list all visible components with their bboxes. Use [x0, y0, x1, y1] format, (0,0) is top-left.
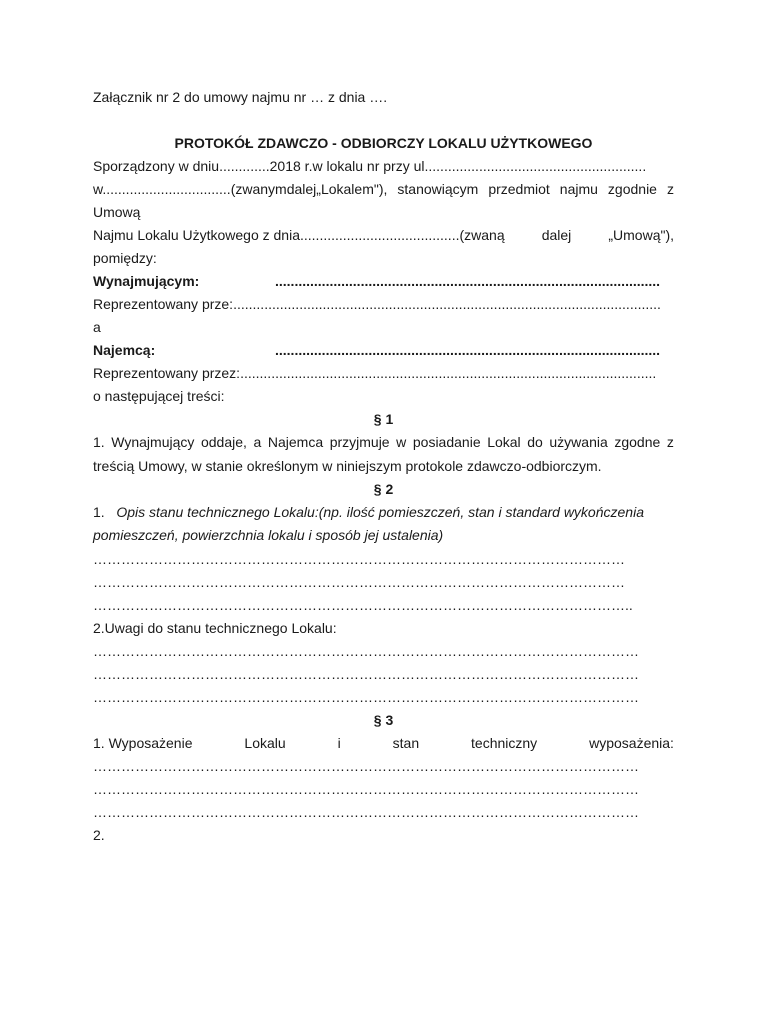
section-1-line-1	[93, 433, 674, 451]
dotted-line: ……………………………………………………………………………………………………	[93, 551, 625, 567]
word: przyjmuje	[329, 434, 390, 450]
word: wyposażenia:	[589, 735, 674, 751]
dotted-line: ………………………………………………………………………………………………………	[93, 804, 639, 820]
word: Najmu Lokalu Użytkowego z dnia.........................................(zwaną	[93, 227, 505, 243]
document-title: PROTOKÓŁ ZDAWCZO - ODBIORCZY LOKALU UŻYTKOWEGO	[174, 135, 593, 151]
section-2-item-1	[93, 503, 674, 521]
section-2-item-1-cont: pomieszczeń, powierzchnia lokalu i sposób jej ustalenia)	[93, 527, 444, 543]
intro-line-5: pomiędzy:	[93, 250, 157, 266]
tenant-representative: Reprezentowany przez:...........................................................................................................	[93, 365, 657, 381]
word: 1. Wyposażenie	[93, 735, 193, 751]
landlord-row	[93, 272, 674, 290]
dotted-line: ………………………………………………………………………………………………………	[93, 666, 639, 682]
intro-line-2	[93, 180, 674, 198]
landlord-label: Wynajmującym:	[93, 273, 200, 289]
word: w	[396, 434, 407, 450]
word: najmu	[559, 181, 598, 197]
word: stanowiącym	[397, 181, 479, 197]
landlord-representative: Reprezentowany prze:..............................................................................................................	[93, 296, 661, 312]
intro-line-1: Sporządzony w dniu.............2018 r.w lokalu nr przy ul.........................................................	[93, 158, 647, 174]
word: do	[527, 434, 543, 450]
word: 1.	[93, 434, 105, 450]
tenant-fill: ...................................................................................................	[275, 342, 661, 358]
section-1-heading: § 1	[373, 411, 394, 427]
word: z	[666, 434, 674, 450]
section-2-heading: § 2	[373, 481, 394, 497]
header-note: Załącznik nr 2 do umowy najmu nr … z dnia ….	[93, 89, 388, 105]
word: Najemca	[267, 434, 324, 450]
tenant-label: Najemcą:	[93, 342, 156, 358]
word: a	[253, 434, 262, 450]
content-intro: o następującej treści:	[93, 388, 225, 404]
word: dalej	[541, 227, 572, 243]
word: zgodne	[614, 434, 661, 450]
section-2-item-2: 2.Uwagi do stanu technicznego Lokalu:	[93, 620, 337, 636]
word: Wynajmujący	[111, 434, 195, 450]
dotted-line: ……………………………………………………………………………………………………..	[93, 597, 633, 613]
intro-line-3: Umową	[93, 204, 141, 220]
word: z	[666, 181, 674, 197]
word: oddaje,	[200, 434, 247, 450]
dotted-line: ………………………………………………………………………………………………………	[93, 643, 639, 659]
word: używania	[549, 434, 608, 450]
intro-line-4	[93, 226, 674, 244]
dotted-line: ………………………………………………………………………………………………………	[93, 689, 639, 705]
section-3-item-2: 2.	[93, 827, 105, 843]
word: i	[337, 735, 341, 751]
word: w.................................(zwanymdalej„Lokalem"),	[93, 181, 388, 197]
word: „Umową"),	[608, 227, 674, 243]
conjunction: a	[93, 319, 101, 335]
word: posiadanie	[412, 434, 481, 450]
item-number: 1.	[93, 504, 105, 520]
word: Lokal	[487, 434, 521, 450]
dotted-line: ………………………………………………………………………………………………………	[93, 781, 639, 797]
word: techniczny	[471, 735, 538, 751]
section-1-line-2: treścią Umowy, w stanie określonym w niniejszym protokole zdawczo-odbiorczym.	[93, 458, 602, 474]
dotted-line: ………………………………………………………………………………………………………	[93, 758, 639, 774]
section-3-heading: § 3	[373, 712, 394, 728]
dotted-line: ……………………………………………………………………………………………………	[93, 574, 625, 590]
landlord-fill: ...................................................................................................	[275, 273, 661, 289]
word: zgodnie	[607, 181, 657, 197]
section-3-item-1	[93, 734, 674, 752]
item-text: Opis stanu technicznego Lokalu:(np. ilość pomieszczeń, stan i standard wykończenia	[116, 504, 644, 520]
tenant-row	[93, 341, 674, 359]
word: przedmiot	[488, 181, 550, 197]
word: stan	[392, 735, 420, 751]
word: Lokalu	[244, 735, 286, 751]
